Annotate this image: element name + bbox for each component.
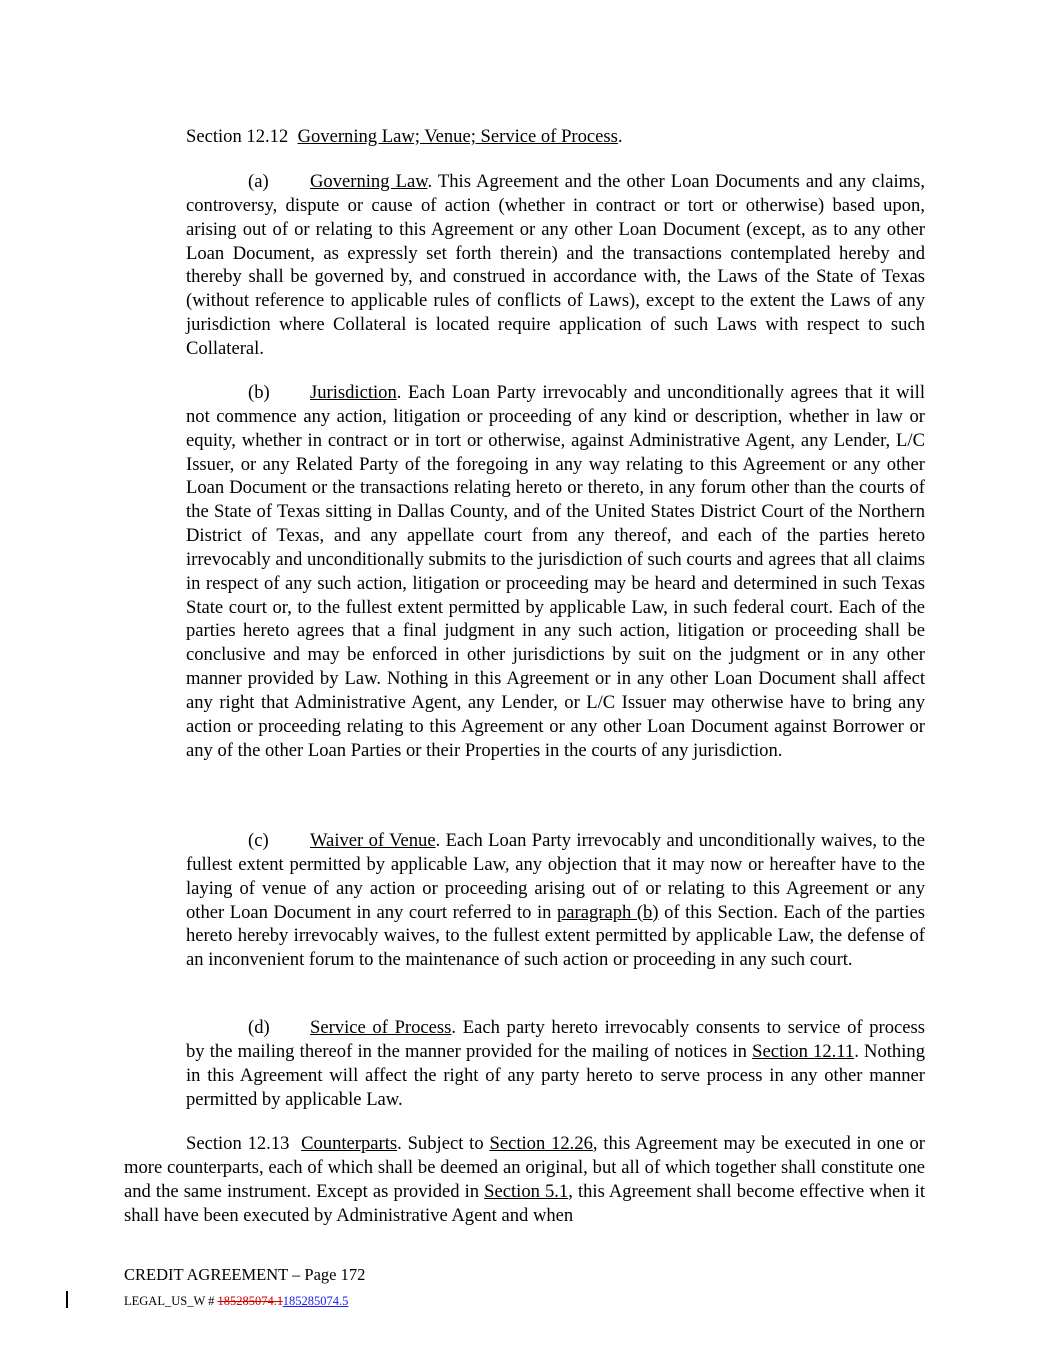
paragraph-text: . This Agreement and the other Loan Documents and any claims, controversy, dispute or cause of action (whether in contract or tort or otherwise) based upon, arising out of or relating to this Agreement or any other Loan Document (except, as to any other Loan Document, as expressly set forth therein) and the transactions contemplated hereby and thereby shall be governed by, and construed in accordance with, the Laws of the State of Texas (without reference to applicable rules of conflicts of Laws), except to the extent the Laws of any jurisdiction where Collateral is located require application of such Laws with respect to such Collateral. [186,171,925,359]
footer-document-id [124,1293,348,1309]
paragraph-a [186,170,925,361]
section-12-13 [124,1132,925,1227]
paragraph-c [186,829,925,972]
cross-reference: Section 12.11 [752,1040,855,1062]
paragraph-label: (b) [248,382,270,403]
section-number: Section 12.13 [186,1133,290,1154]
section-12-12-heading: Section 12.12 Governing Law; Venue; Service of Process. [186,126,623,147]
paragraph-text: , this Agreement shall become effective when it shall have been executed by Administrative Agent and when [124,1180,925,1226]
cross-reference: paragraph (b) [556,901,659,923]
paragraph-b [186,381,925,763]
doc-id-inserted: 185285074.5 [282,1294,349,1308]
section-title: Governing Law; Venue; Service of Process [297,126,618,147]
change-bar [66,1291,68,1308]
cross-reference: Section 12.26 [489,1133,593,1154]
paragraph-heading: Service of Process [310,1017,452,1038]
paragraph-label: (d) [248,1017,270,1038]
section-title: Counterparts [301,1133,398,1154]
paragraph-d [186,1016,925,1111]
paragraph-text: . Subject to [397,1133,490,1154]
section-number: Section 12.12 [186,126,289,147]
doc-id-deleted: 185285074.1 [217,1294,283,1308]
cross-reference: Section 5.1 [484,1180,569,1202]
paragraph-heading: Jurisdiction [310,382,397,403]
paragraph-label: (c) [248,830,269,851]
paragraph-label: (a) [248,171,269,192]
paragraph-text: of this Section. Each of the parties hereto hereby irrevocably waives, to the fullest extent permitted by applicable Law, the defense of an inconvenient forum to the maintenance of such action or proceeding in any such court. [186,901,925,971]
paragraph-text: . Nothing in this Agreement will affect the right of any party hereto to serve process in any other manner permitted by applicable Law. [186,1040,925,1110]
paragraph-heading: Waiver of Venue [310,830,436,851]
paragraph-text: , this Agreement may be executed in one or more counterparts, each of which shall be deemed an original, but all of which together shall constitute one and the same instrument. Except as provided in [124,1133,925,1202]
paragraph-heading: Governing Law [310,171,428,192]
paragraph-text: . Each Loan Party irrevocably and unconditionally waives, to the fullest extent permitted by applicable Law, any objection that it may now or hereafter have to the laying of venue of any action or proceeding arising out of or relating to this Agreement or any other Loan Document in any court referred to in [186,830,925,923]
doc-id-prefix: LEGAL_US_W # [124,1294,218,1308]
paragraph-text: . Each Loan Party irrevocably and unconditionally agrees that it will not commence any action, litigation or proceeding of any kind or description, whether in law or equity, whether in contract or in tort or otherwise, against Administrative Agent, any Lender, L/C Issuer, or any Related Party of the foregoing in any way relating to this Agreement or any other Loan Document or the transactions relating hereto or thereto, in any forum other than the courts of the State of Texas sitting in Dallas County, and of the United States District Court of the Northern District of Texas, and any appellate court from any thereof, and each of the parties hereto irrevocably and unconditionally submits to the jurisdiction of such courts and agrees that all claims in respect of any such action, litigation or proceeding may be heard and determined in such Texas State court or, to the fullest extent permitted by applicable Law, in such federal court. Each of the parties hereto agrees that a final judgment in any such action, litigation or proceeding shall be conclusive and may be enforced in other jurisdictions by suit on the judgment or in any other manner provided by Law. Nothing in this Agreement or in any other Loan Document shall affect any right that Administrative Agent, any Lender, or L/C Issuer may otherwise have to bring any action or proceeding relating to this Agreement or any other Loan Document against Borrower or any of the other Loan Parties or their Properties in the courts of any jurisdiction. [186,382,925,761]
footer-page-title: CREDIT AGREEMENT – Page 172 [124,1265,366,1284]
paragraph-text: . Each party hereto irrevocably consents to service of process by the mailing thereof in the manner provided for the mailing of notices in [186,1017,925,1062]
